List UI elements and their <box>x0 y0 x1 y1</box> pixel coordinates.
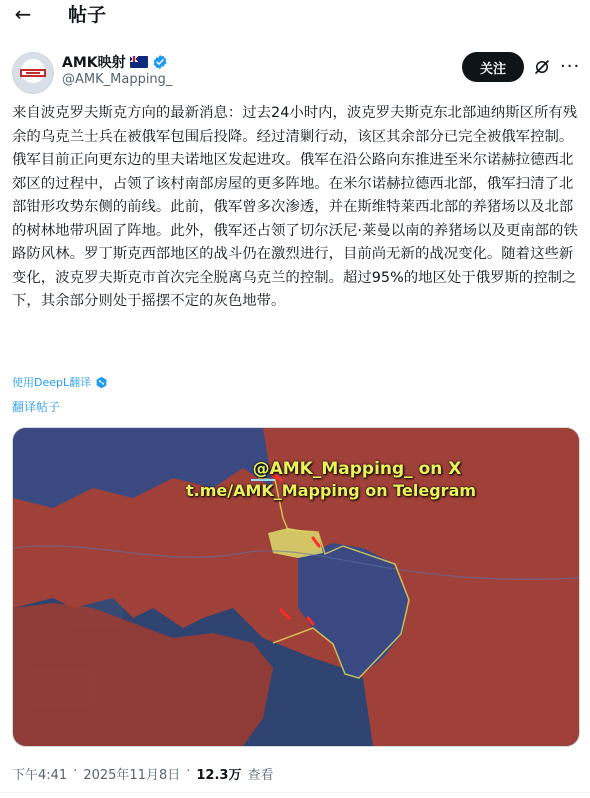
translated-by-label[interactable]: 使用DeepL翻译 <box>12 376 92 389</box>
back-button[interactable] <box>10 1 36 27</box>
page-title: 帖子 <box>68 4 107 26</box>
new-zealand-flag-icon <box>130 56 148 68</box>
post-meta <box>12 764 273 783</box>
amk-logo-icon <box>20 65 46 81</box>
grok-icon[interactable] <box>533 58 551 76</box>
follow-button[interactable]: 关注 <box>462 52 524 82</box>
views-count: 12.3万 <box>196 768 242 783</box>
display-name[interactable]: AMK映射 <box>62 55 126 71</box>
deepl-icon <box>95 376 108 389</box>
avatar[interactable] <box>12 52 54 94</box>
map-watermark <box>13 458 579 502</box>
watermark-telegram: t.me/AMK_Mapping on Telegram <box>185 481 477 500</box>
views-label: 查看 <box>247 768 274 783</box>
more-icon[interactable]: ··· <box>560 56 581 77</box>
meta-separator: · <box>186 764 191 779</box>
meta-separator: · <box>73 764 78 779</box>
verified-badge-icon <box>152 54 168 70</box>
author-handle[interactable]: @AMK_Mapping_ <box>62 72 173 87</box>
author-name-row[interactable] <box>62 52 168 72</box>
map-image[interactable] <box>12 427 580 747</box>
top-bar <box>0 0 590 28</box>
post-date[interactable]: 2025年11月8日 <box>83 768 181 783</box>
divider <box>0 792 590 793</box>
arrow-left-icon: ← <box>14 2 32 26</box>
translated-by-link[interactable] <box>12 374 108 390</box>
translate-post-link[interactable]: 翻译帖子 <box>12 400 61 414</box>
watermark-x: @AMK_Mapping_ on X <box>252 459 462 479</box>
post-text: 来自波克罗夫斯克方向的最新消息：过去24小时内，波克罗夫斯克东北部迪纳斯区所有残余的乌克兰士兵在被俄军包围后投降。经过清剿行动，该区其余部分已完全被俄军控制。俄军目前正向更东边的里夫诺地区发起进攻。俄军在沿公路向东推进至米尔诺赫拉德西北郊区的过程中，占领了该村南部房屋的更多阵地。在米尔诺赫拉德西北部，俄军扫清了北部钳形攻势东侧的前线。此前，俄军曾多次渗透，并在斯维特莱西北部的养猪场以及北部的树林地带巩固了阵地。此外，俄军还占领了切尔沃尼·莱曼以南的养猪场以及更南部的铁路防风林。罗丁斯克西部地区的战斗仍在激烈进行，目前尚无新的战况变化。随着这些新变化，波克罗夫斯克市首次完全脱离乌克兰的控制。超过95%的地区处于俄罗斯的控制之下，其余部分则处于摇摆不定的灰色地带。 <box>12 105 578 309</box>
post-time[interactable]: 下午4:41 <box>12 768 68 783</box>
